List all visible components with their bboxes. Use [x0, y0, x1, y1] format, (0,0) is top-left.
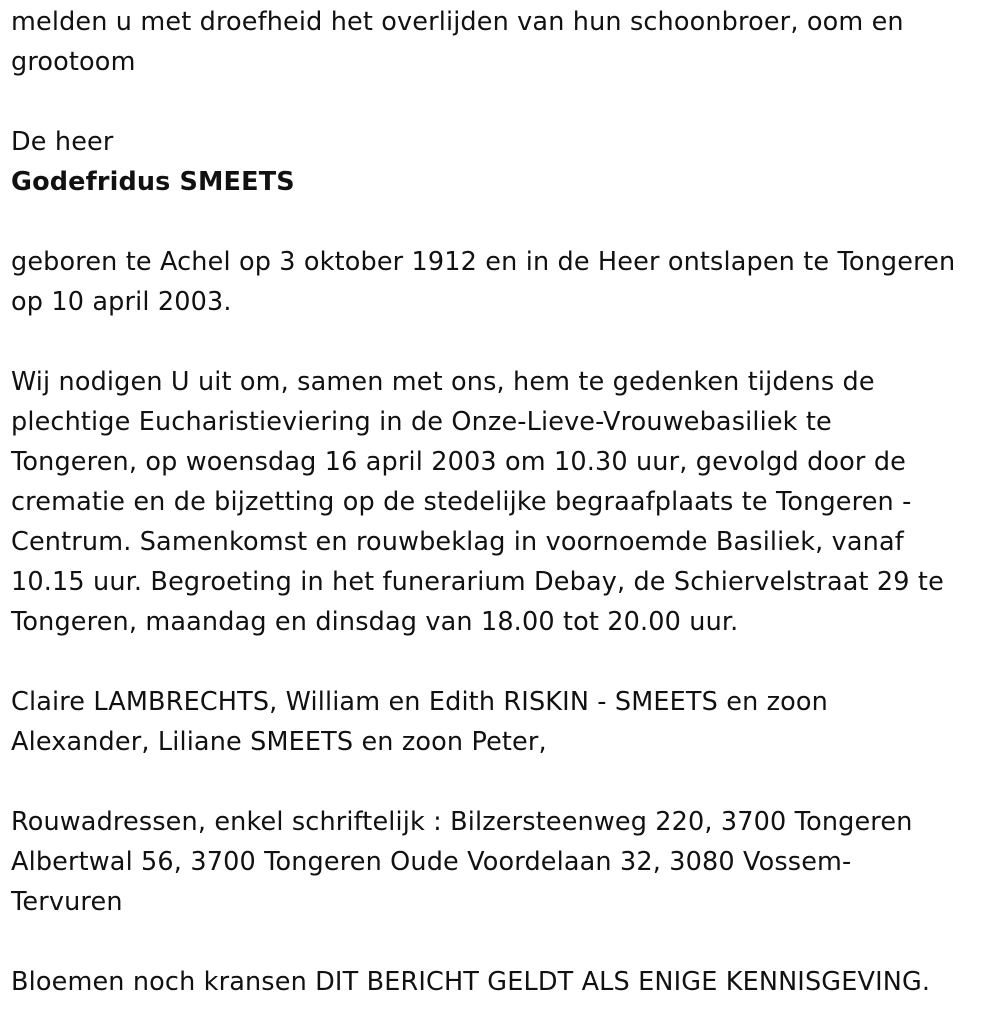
ceremony-line: Centrum. Samenkomst en rouwbeklag in voornoemde Basiliek, vanaf: [11, 527, 904, 557]
addresses-paragraph: [11, 802, 991, 922]
closing-paragraph: [11, 962, 991, 1002]
deceased-name-block: [11, 162, 991, 202]
birth-death-paragraph: [11, 242, 991, 322]
intro-line: melden u met droefheid het overlijden van hun schoonbroer, oom en: [11, 7, 904, 37]
ceremony-line: Tongeren, op woensdag 16 april 2003 om 10.30 uur, gevolgd door de: [11, 447, 906, 477]
closing-line: Bloemen noch kransen DIT BERICHT GELDT ALS ENIGE KENNISGEVING.: [11, 967, 931, 997]
salutation: [11, 122, 991, 162]
death-announcement: [11, 2, 991, 1002]
birth-death-line: op 10 april 2003.: [11, 287, 232, 317]
ceremony-line: plechtige Eucharistieviering in de Onze-Lieve-Vrouwebasiliek te: [11, 407, 832, 437]
family-line: Alexander, Liliane SMEETS en zoon Peter,: [11, 727, 547, 757]
family-line: Claire LAMBRECHTS, William en Edith RISKIN - SMEETS en zoon: [11, 687, 828, 717]
ceremony-line: crematie en de bijzetting op de stedelijke begraafplaats te Tongeren -: [11, 487, 912, 517]
address-line: Rouwadressen, enkel schriftelijk : Bilzersteenweg 220, 3700 Tongeren: [11, 807, 913, 837]
family-paragraph: [11, 682, 991, 762]
intro-paragraph: [11, 2, 991, 82]
address-line: Tervuren: [11, 887, 123, 917]
address-line: Albertwal 56, 3700 Tongeren Oude Voordelaan 32, 3080 Vossem-: [11, 847, 852, 877]
ceremony-line: 10.15 uur. Begroeting in het funerarium Debay, de Schiervelstraat 29 te: [11, 567, 944, 597]
ceremony-line: Wij nodigen U uit om, samen met ons, hem te gedenken tijdens de: [11, 367, 875, 397]
ceremony-paragraph: [11, 362, 991, 642]
salutation-text: De heer: [11, 127, 114, 157]
intro-line: grootoom: [11, 47, 136, 77]
birth-death-line: geboren te Achel op 3 oktober 1912 en in de Heer ontslapen te Tongeren: [11, 247, 956, 277]
ceremony-line: Tongeren, maandag en dinsdag van 18.00 tot 20.00 uur.: [11, 607, 739, 637]
deceased-name: Godefridus SMEETS: [11, 167, 295, 197]
